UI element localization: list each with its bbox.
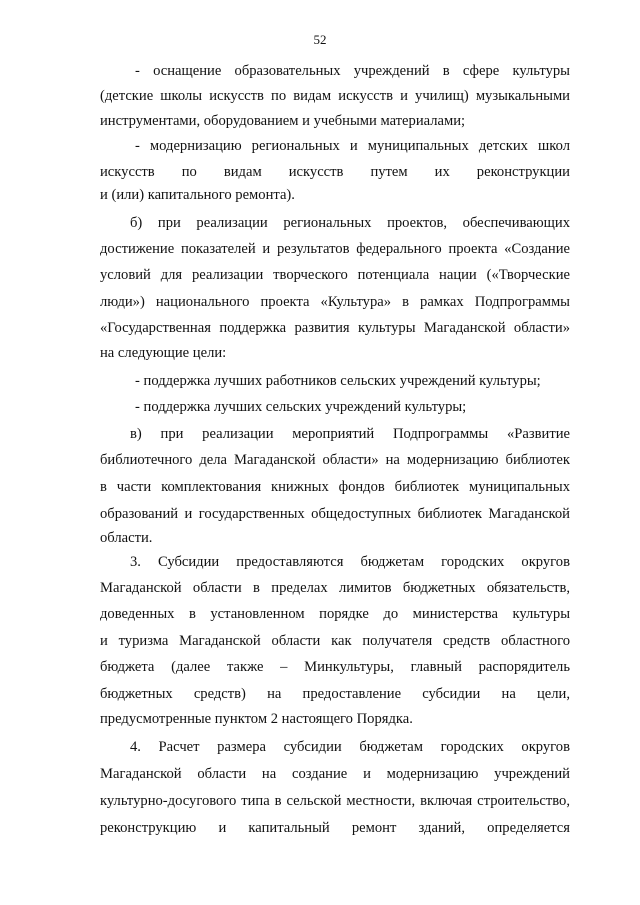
text-line: реконструкцию и капитальный ремонт зданий, определяется <box>100 820 570 836</box>
text-line: (детские школы искусств по видам искусств и училищ) музыкальными <box>100 88 570 104</box>
text-line: люди») национального проекта «Культура» в рамках Подпрограммы <box>100 294 570 310</box>
text-line: инструментами, оборудованием и учебными материалами; <box>100 113 466 129</box>
text-line: предусмотренные пунктом 2 настоящего Порядка. <box>100 711 413 727</box>
text-line: Магаданской области в пределах лимитов бюджетных обязательств, <box>100 580 570 596</box>
text-line: условий для реализации творческого потенциала нации («Творческие <box>100 267 570 283</box>
page-number: 52 <box>313 32 327 47</box>
text-line: бюджета (далее также – Минкультуры, главный распорядитель <box>100 659 570 675</box>
text-line: Магаданской области на создание и модернизацию учреждений <box>100 766 570 782</box>
text-line: достижение показателей и результатов федерального проекта «Создание <box>100 241 570 257</box>
text-line: на следующие цели: <box>100 345 227 361</box>
text-line: области. <box>100 530 153 546</box>
text-line: бюджетных средств) на предоставление субсидии на цели, <box>100 686 570 702</box>
text-line: 4. Расчет размера субсидии бюджетам городских округов <box>130 739 570 755</box>
text-line: в части комплектования книжных фондов библиотек муниципальных <box>100 479 570 495</box>
text-line: - модернизацию региональных и муниципальных детских школ <box>135 138 570 154</box>
text-line: библиотечного дела Магаданской области» на модернизацию библиотек <box>100 452 570 468</box>
text-line: искусств по видам искусств путем их реконструкции <box>100 164 570 180</box>
text-line: - оснащение образовательных учреждений в сфере культуры <box>135 63 570 79</box>
text-line: культурно-досугового типа в сельской местности, включая строительство, <box>100 793 570 809</box>
text-line: б) при реализации региональных проектов, обеспечивающих <box>130 215 570 231</box>
text-line: в) при реализации мероприятий Подпрограммы «Развитие <box>130 426 570 442</box>
text-line: и туризма Магаданской области как получателя средств областного <box>100 633 570 649</box>
text-line: - поддержка лучших работников сельских учреждений культуры; <box>135 373 541 389</box>
text-line: и (или) капитального ремонта). <box>100 187 295 203</box>
text-line: 3. Субсидии предоставляются бюджетам городских округов <box>130 554 570 570</box>
text-line: «Государственная поддержка развития культуры Магаданской области» <box>100 320 570 336</box>
text-line: доведенных в установленном порядке до министерства культуры <box>100 606 570 622</box>
text-line: образований и государственных общедоступных библиотек Магаданской <box>100 506 570 522</box>
text-line: - поддержка лучших сельских учреждений культуры; <box>135 399 467 415</box>
